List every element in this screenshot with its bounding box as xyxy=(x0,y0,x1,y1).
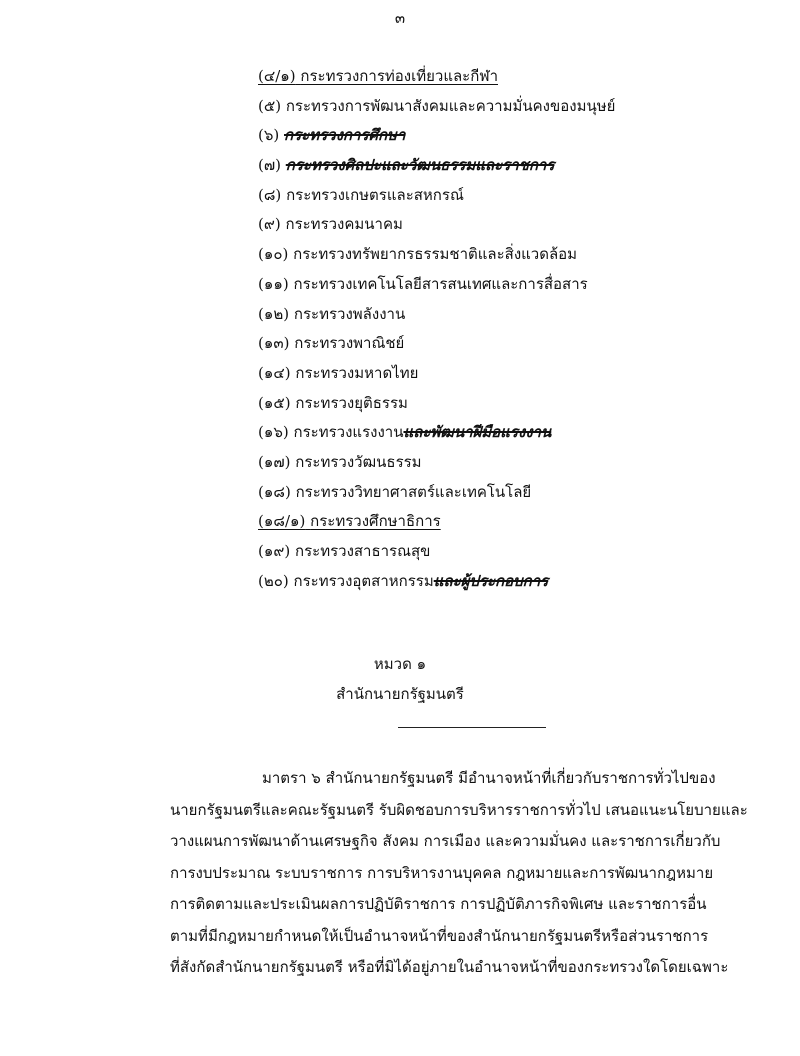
ministry-name: กระทรวงเกษตรและสหกรณ์ xyxy=(286,185,464,204)
ministry-name: กระทรวงสาธารณสุข xyxy=(295,542,431,560)
ministry-number: (๑๗) xyxy=(258,452,291,471)
ministry-number: (๖) xyxy=(258,126,280,145)
ministry-item xyxy=(258,567,758,597)
ministry-item xyxy=(258,507,758,537)
ministry-name: กระทรวงการพัฒนาสังคมและความมั่นคงของมนุษย์ xyxy=(285,96,616,115)
ministry-number: (๑๖) xyxy=(258,423,289,442)
ministry-number: (๑๘/๑) xyxy=(258,512,306,531)
ministry-item xyxy=(258,359,758,389)
ministry-name: กระทรวงทรัพยากรธรรมชาติและสิ่งแวดล้อม xyxy=(293,245,578,264)
ministry-name: กระทรวงมหาดไทย xyxy=(295,363,419,382)
paragraph-line: ตามที่มีกฎหมายกำหนดให้เป็นอำนาจหน้าที่ของสำนักนายกรัฐมนตรีหรือส่วนราชการ xyxy=(170,926,709,945)
ministry-number: (๔/๑) xyxy=(258,67,296,85)
ministry-item xyxy=(258,389,758,419)
ministry-item xyxy=(258,478,758,508)
ministry-name: กระทรวงการท่องเที่ยวและกีฬา xyxy=(300,67,498,85)
section-6-paragraph xyxy=(170,763,748,984)
struck-text: กระทรวงการศึกษา xyxy=(284,126,406,145)
ministry-name: กระทรวงพาณิชย์ xyxy=(294,334,405,353)
ministry-list xyxy=(258,62,758,596)
ministry-number: (๒๐) xyxy=(258,571,289,590)
ministry-number: (๙) xyxy=(258,215,281,234)
ministry-number: (๕) xyxy=(258,96,282,115)
ministry-name: กระทรวงคมนาคม xyxy=(285,215,403,234)
ministry-item xyxy=(258,448,758,478)
ministry-number: (๑๔) xyxy=(258,363,291,382)
ministry-name: กระทรวงอุตสาหกรรม xyxy=(293,571,434,590)
struck-text: และผู้ประกอบการ xyxy=(433,571,549,590)
ministry-number: (๑๙) xyxy=(258,542,291,560)
ministry-item xyxy=(258,300,758,330)
ministry-number: (๑๑) xyxy=(258,274,289,293)
ministry-item xyxy=(258,62,758,92)
ministry-item xyxy=(258,418,758,448)
paragraph-line: การติดตามและประเมินผลการปฏิบัติราชการ การปฏิบัติภารกิจพิเศษ และราชการอื่น xyxy=(170,895,707,913)
ministry-number: (๑๕) xyxy=(258,393,291,412)
ministry-item xyxy=(258,210,758,240)
ministry-name: กระทรวงศึกษาธิการ xyxy=(310,512,441,531)
ministry-number: (๑๘) xyxy=(258,482,291,501)
paragraph-line: มาตรา ๖ สำนักนายกรัฐมนตรี มีอำนาจหน้าที่เกี่ยวกับราชการทั่วไปของ xyxy=(262,769,716,787)
ministry-number: (๑๓) xyxy=(258,334,290,353)
divider-line xyxy=(398,727,546,728)
ministry-item xyxy=(258,537,758,567)
paragraph-line: ที่สังกัดสำนักนายกรัฐมนตรี หรือที่มิได้อยู่ภายในอำนาจหน้าที่ของกระทรวงใดโดยเฉพาะ xyxy=(170,958,729,976)
paragraph-line: นายกรัฐมนตรีและคณะรัฐมนตรี รับผิดชอบการบริหารราชการทั่วไป เสนอแนะนโยบายและ xyxy=(170,800,748,819)
ministry-item xyxy=(258,270,758,300)
ministry-number: (๘) xyxy=(258,185,282,204)
ministry-item xyxy=(258,121,758,151)
paragraph-line: วางแผนการพัฒนาด้านเศรษฐกิจ สังคม การเมือง และความมั่นคง และราชการเกี่ยวกับ xyxy=(170,832,721,850)
ministry-item xyxy=(258,329,758,359)
ministry-item xyxy=(258,240,758,270)
ministry-name: กระทรวงยุติธรรม xyxy=(295,393,408,412)
struck-text: กระทรวงศิลปะและวัฒนธรรมและราชการ xyxy=(285,156,555,175)
ministry-name: กระทรวงวิทยาศาสตร์และเทคโนโลยี xyxy=(295,482,532,501)
struck-text: และพัฒนาฝีมือแรงงาน xyxy=(403,423,552,442)
page-number: ๓ xyxy=(394,9,406,27)
paragraph-line: การงบประมาณ ระบบราชการ การบริหารงานบุคคล กฎหมายและการพัฒนากฎหมาย xyxy=(170,863,714,882)
ministry-item xyxy=(258,92,758,122)
ministry-number: (๑๐) xyxy=(258,245,289,264)
ministry-item xyxy=(258,151,758,181)
chapter-title: หมวด ๑ xyxy=(373,655,427,673)
ministry-name: กระทรวงแรงงาน xyxy=(293,423,404,442)
ministry-number: (๑๒) xyxy=(258,304,290,323)
ministry-name: กระทรวงพลังงาน xyxy=(293,304,406,323)
ministry-number: (๗) xyxy=(258,156,281,175)
chapter-name: สำนักนายกรัฐมนตรี xyxy=(336,685,464,703)
ministry-name: กระทรวงเทคโนโลยีสารสนเทศและการสื่อสาร xyxy=(293,274,588,293)
ministry-item xyxy=(258,181,758,211)
ministry-name: กระทรวงวัฒนธรรม xyxy=(295,452,422,471)
